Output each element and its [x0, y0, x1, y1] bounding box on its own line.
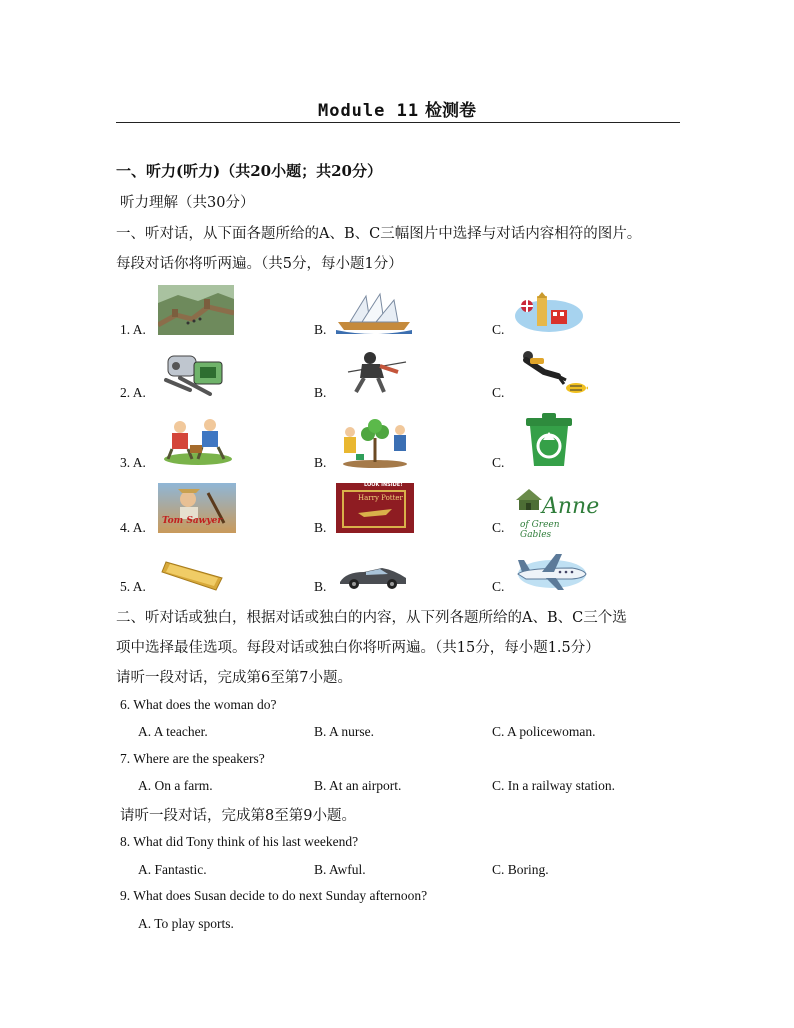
airplane-icon — [512, 548, 590, 594]
skydiver-icon — [340, 348, 412, 396]
sydney-opera-house-icon — [336, 292, 412, 334]
question-7: 7. Where are the speakers? — [120, 751, 265, 766]
great-wall-icon — [158, 285, 234, 335]
harry-potter-title: Harry Potter — [358, 494, 403, 502]
harry-potter-look-inside: LOOK INSIDE! — [364, 482, 403, 488]
gadget-robot-icon — [160, 350, 232, 396]
q2-option-a-label: 2. A. — [120, 385, 146, 400]
recycle-bin-icon — [524, 412, 574, 468]
q7-option-a: A. On a farm. — [138, 778, 213, 793]
tom-sawyer-book-icon — [158, 483, 236, 533]
q3-option-b-label: B. — [314, 455, 327, 470]
gold-phone-icon — [160, 556, 232, 594]
q5-option-b-label: B. — [314, 579, 327, 594]
q7-option-c: C. In a railway station. — [492, 778, 615, 793]
q1-option-c-label: C. — [492, 322, 505, 337]
q4-option-c-label: C. — [492, 520, 505, 535]
title-module: Module 11 — [317, 101, 420, 121]
q9-option-a: A. To play sports. — [138, 916, 234, 931]
kids-planting-tree-icon — [338, 418, 412, 468]
anne-title: Anne — [542, 494, 600, 519]
part1-instruction-line1: 一、听对话，从下面各题所给的A、B、C三幅图片中选择与对话内容相符的图片。 — [116, 226, 642, 242]
q6-option-c: C. A policewoman. — [492, 724, 596, 739]
q3-option-c-label: C. — [492, 455, 505, 470]
section-subheading: 听力理解（共30分） — [120, 195, 255, 211]
question-9: 9. What does Susan decide to do next Sunday afternoon? — [120, 888, 428, 903]
part2-instruction-line1: 二、听对话或独白，根据对话或独白的内容，从下列各题所给的A、B、C三个选 — [116, 610, 627, 626]
page-title — [0, 96, 794, 121]
question-6: 6. What does the woman do? — [120, 697, 277, 712]
q1-option-b-label: B. — [314, 322, 327, 337]
tom-sawyer-title: Tom Sawyer — [162, 516, 223, 526]
q5-option-c-label: C. — [492, 579, 505, 594]
q2-option-c-label: C. — [492, 385, 505, 400]
listen-instruction-6-7: 请听一段对话，完成第6至第7小题。 — [116, 670, 352, 686]
q6-option-b: B. A nurse. — [314, 724, 375, 739]
q8-option-a: A. Fantastic. — [138, 862, 207, 877]
title-suffix: 检测卷 — [425, 101, 477, 121]
boys-picnic-icon — [162, 415, 234, 465]
q4-option-a-label: 4. A. — [120, 520, 146, 535]
listen-instruction-8-9: 请听一段对话，完成第8至第9小题。 — [120, 808, 356, 824]
q2-option-b-label: B. — [314, 385, 327, 400]
q7-option-b: B. At an airport. — [314, 778, 402, 793]
part1-instruction-line2: 每段对话你将听两遍。（共5分，每小题1分） — [116, 256, 403, 272]
anne-of-green-gables-icon — [514, 488, 600, 540]
q6-option-a: A. A teacher. — [138, 724, 208, 739]
section-heading: 一、听力(听力)（共20小题；共20分） — [116, 162, 382, 180]
q3-option-a-label: 3. A. — [120, 455, 146, 470]
q4-option-b-label: B. — [314, 520, 327, 535]
q8-option-b: B. Awful. — [314, 862, 366, 877]
part2-instruction-line2: 项中选择最佳选项。每段对话或独白你将听两遍。（共15分，每小题1.5分） — [116, 640, 600, 656]
question-8: 8. What did Tony think of his last weekend? — [120, 834, 359, 849]
scuba-diver-icon — [514, 348, 588, 396]
sports-car-icon — [336, 562, 410, 592]
london-landmarks-icon — [513, 292, 585, 334]
q5-option-a-label: 5. A. — [120, 579, 146, 594]
title-underline — [116, 122, 680, 123]
harry-potter-book-icon — [336, 483, 414, 533]
q1-option-a-label: 1. A. — [120, 322, 146, 337]
q8-option-c: C. Boring. — [492, 862, 549, 877]
anne-subtitle: of Green Gables — [520, 520, 560, 540]
